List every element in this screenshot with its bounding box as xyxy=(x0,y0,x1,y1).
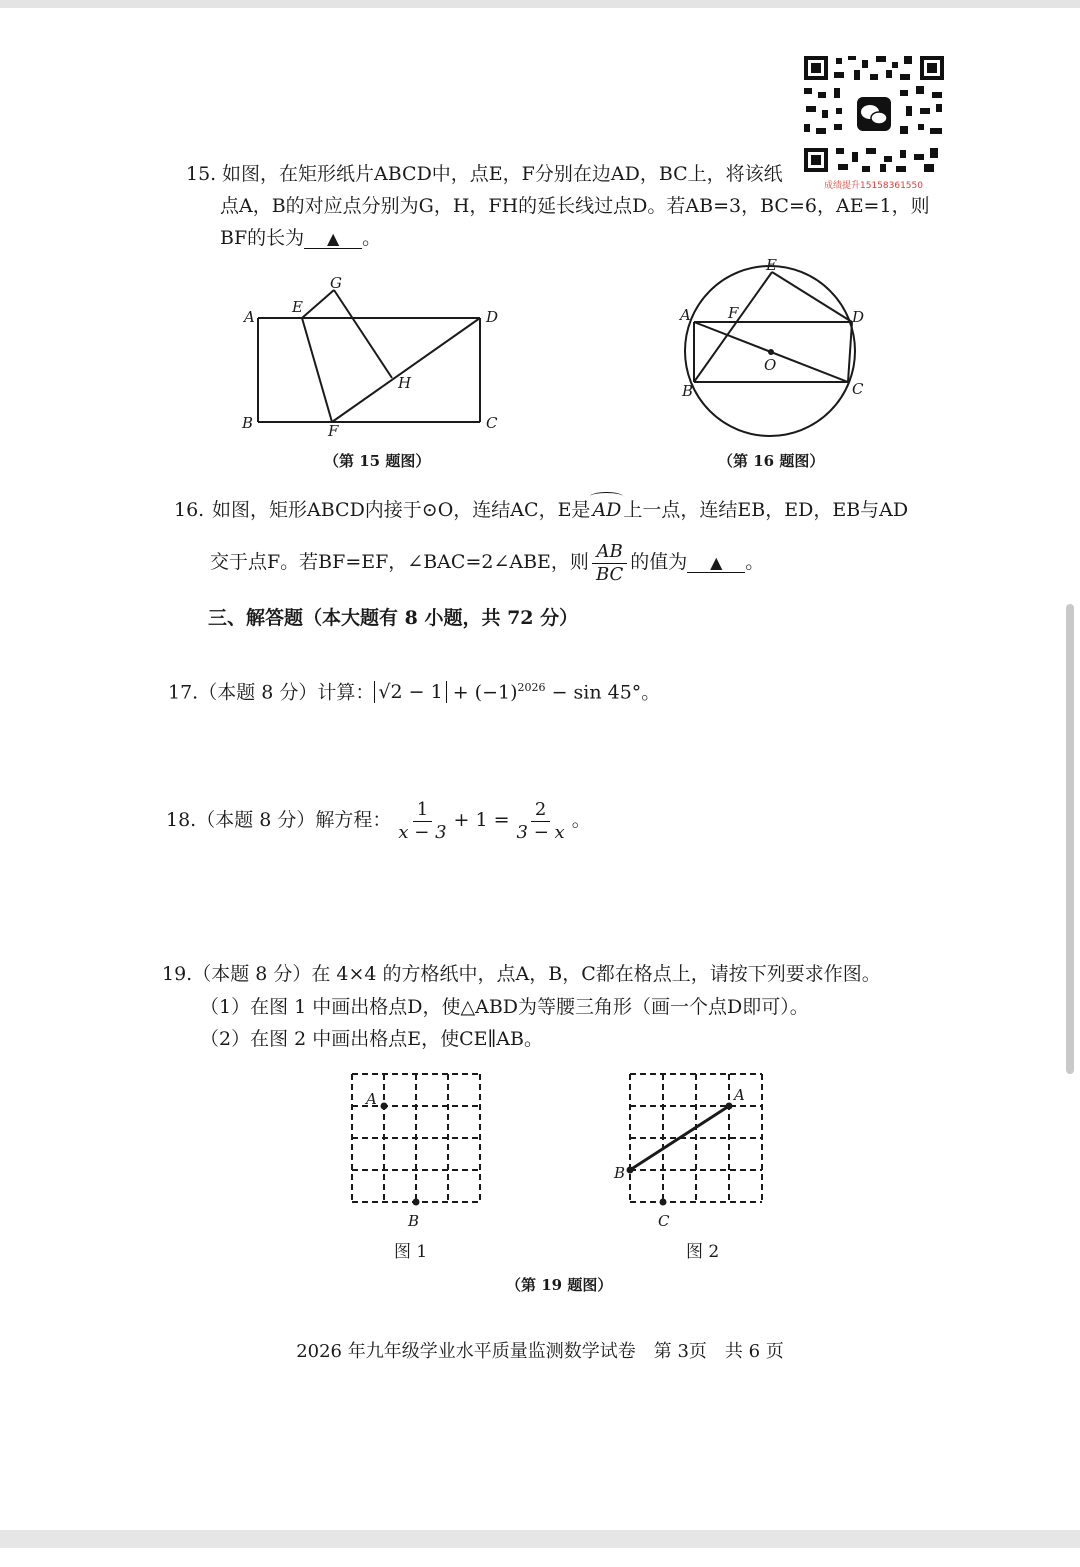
label-D: D xyxy=(852,308,865,326)
label-B: B xyxy=(682,382,694,400)
q15-line3-text: BF的长为 xyxy=(220,227,305,249)
fraction-2-denominator: 3 − x xyxy=(516,821,565,843)
q19-part2: （2）在图 2 中画出格点E，使CE∥AB。 xyxy=(200,1028,543,1050)
label-F: F xyxy=(328,422,339,440)
q17 xyxy=(168,676,660,704)
figure-15 xyxy=(236,272,506,444)
fraction-numerator: AB xyxy=(592,541,626,564)
q16-line2-text: 交于点F。若BF=EF，∠BAC=2∠ABE，则 xyxy=(210,551,589,573)
qr-caption: 成绩提升15158361550 xyxy=(824,181,923,191)
figure-15-caption: （第 15 题图） xyxy=(324,452,431,470)
scrollbar[interactable] xyxy=(1066,604,1074,1074)
label-A: A xyxy=(680,306,691,324)
q18-head: 18.（本题 8 分）解方程： xyxy=(166,809,392,831)
arc-label: AD xyxy=(592,499,622,521)
q16-line1-end: 上一点，连结EB，ED，EB与AD xyxy=(623,499,909,521)
label-D: D xyxy=(486,308,499,326)
label-B: B xyxy=(614,1164,626,1182)
q15-line2: 点A，B的对应点分别为G，H，FH的延长线过点D。若AB=3，BC=6，AE=1，则 xyxy=(220,195,930,217)
label-G: G xyxy=(330,274,342,292)
label-A: A xyxy=(734,1086,745,1104)
label-C: C xyxy=(658,1212,670,1230)
q16-line1 xyxy=(212,498,908,522)
q18 xyxy=(166,794,591,846)
q18-tail: 。 xyxy=(571,809,591,831)
absolute-value xyxy=(374,681,446,703)
q16-line2-mid: 的值为 xyxy=(630,551,688,573)
q19-part1: （1）在图 1 中画出格点D，使△ABD为等腰三角形（画一个点D即可）。 xyxy=(200,996,809,1018)
exponent: 2026 xyxy=(517,681,546,694)
fraction-1-denominator: x − 3 xyxy=(398,821,447,843)
label-H: H xyxy=(398,374,412,392)
q15-line3-end: 。 xyxy=(362,227,382,249)
q17-tail: − sin 45°。 xyxy=(545,681,661,704)
q16-number: 16. xyxy=(174,499,205,521)
q16-line2-end: 。 xyxy=(745,551,765,573)
figure-16-caption: （第 16 题图） xyxy=(718,452,825,470)
q16-line2 xyxy=(210,540,764,586)
fraction-denominator: BC xyxy=(595,563,624,585)
label-C: C xyxy=(486,414,498,432)
label-F: F xyxy=(728,304,739,322)
fraction-1-numerator: 1 xyxy=(413,799,432,822)
label-A: A xyxy=(244,308,255,326)
qr-code-icon xyxy=(800,52,948,176)
answer-blank: ▲ xyxy=(304,230,362,249)
figure-16 xyxy=(672,254,882,444)
q17-power-base: + (−1) xyxy=(446,681,518,704)
q15-number: 15. xyxy=(186,163,217,185)
fraction-2 xyxy=(513,799,569,844)
q17-head: 17.（本题 8 分）计算： xyxy=(168,681,375,704)
label-E: E xyxy=(292,298,303,316)
arc-symbol xyxy=(590,492,623,501)
label-B: B xyxy=(408,1212,420,1230)
label-E: E xyxy=(766,256,777,274)
figure-1-caption: 图 1 xyxy=(394,1242,428,1262)
fraction-2-numerator: 2 xyxy=(531,799,550,822)
grid-figure-2 xyxy=(606,1064,776,1234)
q15-line1: 如图，在矩形纸片ABCD中，点E，F分别在边AD，BC上，将该纸 xyxy=(222,163,783,185)
q15-line3 xyxy=(220,226,381,250)
q19-head: 19.（本题 8 分）在 4×4 的方格纸中，点A，B，C都在格点上，请按下列要求作图。 xyxy=(162,963,881,985)
page-footer: 2026 年九年级学业水平质量监测数学试卷 第 3页 共 6 页 xyxy=(296,1341,784,1362)
fraction-1 xyxy=(394,799,450,844)
label-A: A xyxy=(366,1090,377,1108)
label-C: C xyxy=(852,380,864,398)
label-B: B xyxy=(242,414,254,432)
answer-blank: ▲ xyxy=(687,554,745,573)
q16-line1-text: 如图，矩形ABCD内接于⊙O，连结AC，E是 xyxy=(212,499,591,521)
q18-mid: + 1 = xyxy=(453,809,510,831)
top-edge xyxy=(0,0,1080,8)
arc-ad xyxy=(590,498,623,522)
ratio-fraction xyxy=(592,541,627,586)
grid-figure-1 xyxy=(340,1064,490,1234)
label-O: O xyxy=(764,356,777,374)
section-heading: 三、解答题（本大题有 8 小题，共 72 分） xyxy=(208,607,579,629)
abs-inner: √2 − 1 xyxy=(378,681,443,704)
figure-2-caption: 图 2 xyxy=(686,1242,720,1262)
bottom-edge xyxy=(0,1530,1080,1548)
figure-19-caption: （第 19 题图） xyxy=(506,1276,613,1294)
